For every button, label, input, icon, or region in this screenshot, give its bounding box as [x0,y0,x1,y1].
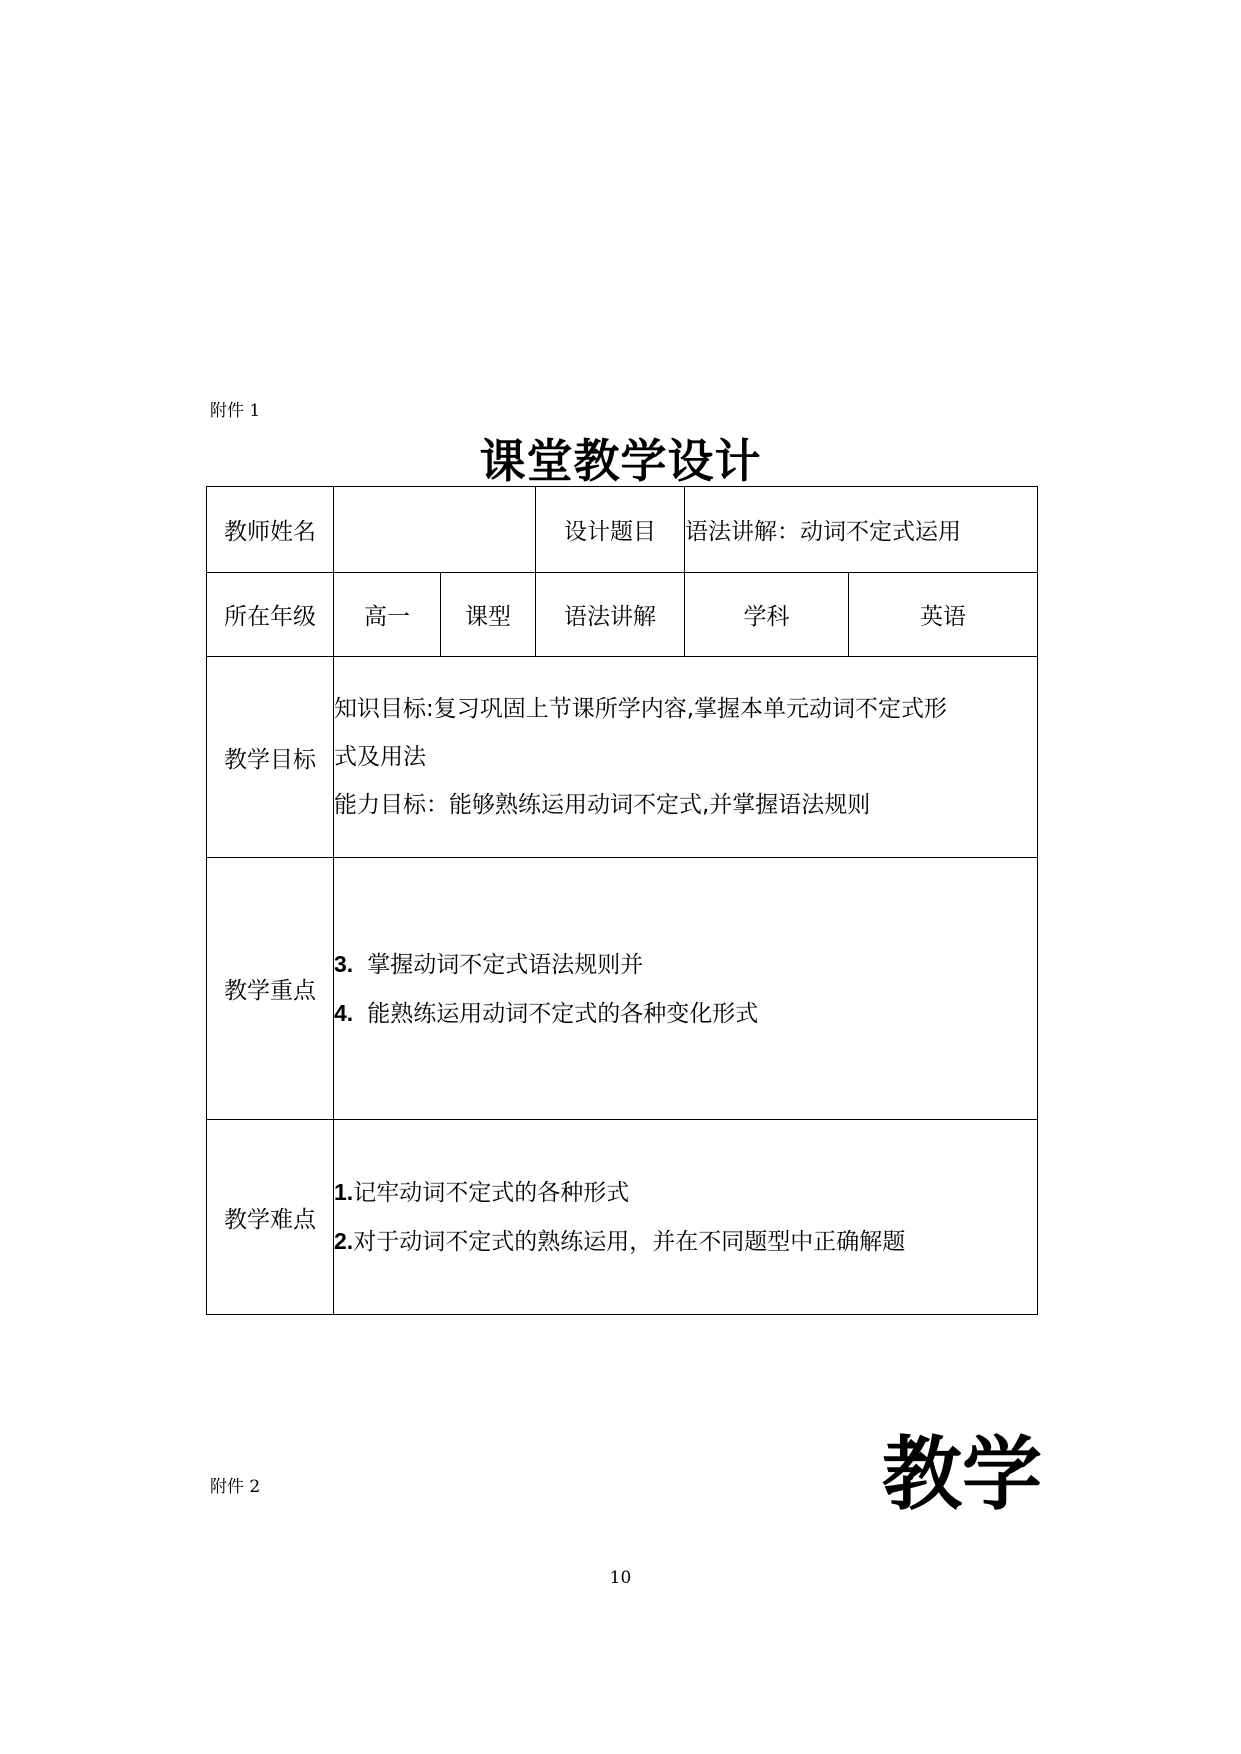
subject-value: 英语 [849,573,1038,657]
grade-label: 所在年级 [207,573,334,657]
lesson-type-label: 课型 [441,573,536,657]
lesson-design-table [206,486,1038,1315]
key-points-label: 教学重点 [207,858,334,1120]
table-row [207,858,1038,1120]
design-topic-label: 设计题目 [536,487,685,573]
list-item [334,1225,1037,1258]
table-row [207,573,1038,657]
list-number: 3. [334,950,354,977]
objective-line: 能力目标：能够熟练运用动词不定式,并掌握语法规则 [334,792,871,818]
teaching-objectives-content [334,657,1038,858]
table-row [207,657,1038,858]
objective-line: 式及用法 [334,744,426,770]
grade-value: 高一 [334,573,441,657]
attachment-2-label: 附件 2 [210,1477,261,1497]
teacher-name-label: 教师姓名 [207,487,334,573]
objective-line: 知识目标:复习巩固上节课所学内容,掌握本单元动词不定式形 [334,696,948,722]
list-text: 记牢动词不定式的各种形式 [353,1180,630,1206]
difficulties-label: 教学难点 [207,1120,334,1315]
table-row [207,1120,1038,1315]
list-item [334,997,1037,1030]
table-row [207,487,1038,573]
section-heading: 教学 [882,1428,1042,1521]
subject-label: 学科 [685,573,849,657]
page-number: 10 [609,1568,632,1588]
list-text: 能熟练运用动词不定式的各种变化形式 [367,1000,759,1027]
page-title: 课堂教学设计 [479,434,762,488]
list-number: 2. [334,1228,354,1254]
attachment-1-label: 附件 1 [210,401,261,421]
list-text: 对于动词不定式的熟练运用，并在不同题型中正确解题 [353,1229,906,1255]
list-number: 4. [334,999,354,1026]
teaching-objectives-label: 教学目标 [207,657,334,858]
lesson-type-value: 语法讲解 [536,573,685,657]
list-number: 1. [334,1179,354,1205]
difficulties-content [334,1120,1038,1315]
teacher-name-value [334,487,536,573]
list-item [334,948,1037,981]
list-item [334,1176,1037,1209]
design-topic-value: 语法讲解：动词不定式运用 [685,487,1038,573]
list-text: 掌握动词不定式语法规则并 [367,951,644,978]
key-points-content [334,858,1038,1120]
